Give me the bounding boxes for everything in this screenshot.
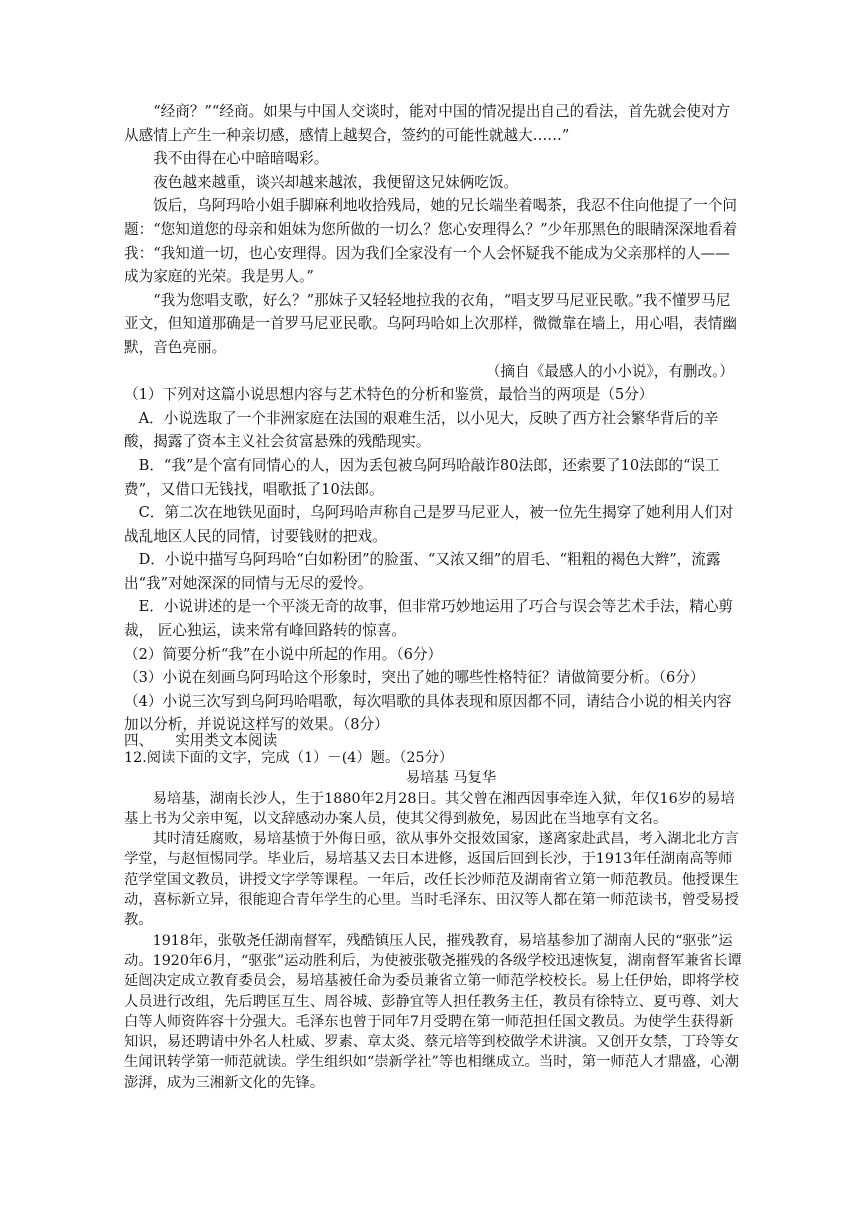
option-b: B．“我”是个富有同情心的人，因为丢包被乌阿玛哈敲诈80法郎，还索要了10法郎的“误工费”，又借口无钱找，唱歌抵了10法郎。 [124,456,720,498]
novel-paragraph: 饭后，乌阿玛哈小姐手脚麻利地收拾残局，她的兄长端坐着喝茶，我忍不住向他提了一个问题：“您知道您的母亲和姐妹为您所做的一切么？您心安理得么？”少年那黑色的眼睛深深地看着我：“我知道一切，也心安理得。因为我们全家没有一个人会怀疑我不能成为父亲那样的人——成为家庭的光荣。我是男人。” [124,197,738,286]
article-paragraph: 易培基，湖南长沙人，生于1880年2月28日。其父曾在湘西因事牵连入狱，年仅16岁的易培基上书为父亲申冤，以文辞感动办案人员，使其父得到赦免，易因此在当地享有文名。 [124,790,735,827]
article-paragraph: 1918年，张敬尧任湖南督军，残酷镇压人民，摧残教育，易培基参加了湖南人民的“驱张”运动。1920年6月，“驱张”运动胜利后，为使被张敬尧摧残的各级学校迅速恢复，湖南督军兼省长谭延闿决定成立教育委员会，易培基被任命为委员兼省立第一师范学校校长。易上任伊始，即将学校人员进行改组，先后聘匡互生、周谷城、彭静宜等人担任教务主任，教员有徐特立、夏丏尊、刘大白等人师资阵容十分强大。毛泽东也曾于同年7月受聘在第一师范担任国文教员。为使学生获得新知识，易还聘请中外名人杜威、罗素、章太炎、蔡元培等到校做学术讲演。又创开女禁，丁玲等女生闻讯转学第一师范就读。学生组织如“崇新学社”等也相继成立。当时，第一师范人才鼎盛，心潮澎湃，成为三湘新文化的先锋。 [124,932,742,1091]
question-3: （3）小说在刻画乌阿玛哈这个形象时，突出了她的哪些性格特征？请做简要分析。（6分） [124,669,705,687]
question-4: （4）小说三次写到乌阿玛哈唱歌，每次唱歌的具体表现和原因都不同，请结合小说的相关内容加以分析，并说说这样写的效果。（8分） [124,692,732,734]
question-2: （2）简要分析“我”在小说中所起的作用。（6分） [124,645,443,663]
novel-paragraph: “经商？”“经商。如果与中国人交谈时，能对中国的情况提出自己的看法，首先就会使对方从感情上产生一种亲切感，感情上越契合，签约的可能性就越大……” [124,103,731,144]
question-12-prompt: 12.阅读下面的文字，完成（1）－(4）题。（25分） [124,750,454,766]
novel-paragraph: “我为您唱支歌，好么？”那妹子又轻轻地拉我的衣角，“唱支罗马尼亚民歌。”我不懂罗马尼亚文，但知道那确是一首罗马尼亚民歌。乌阿玛哈如上次那样，微微靠在墙上，用心唱，表情幽默，音色亮丽。 [124,291,737,356]
novel-paragraph: 夜色越来越重，谈兴却越来越浓，我便留这兄妹俩吃饭。 [153,173,519,191]
option-a: A．小说选取了一个非洲家庭在法国的艰难生活，以小见大，反映了西方社会繁华背后的辛酸，揭露了资本主义社会贫富悬殊的残酷现实。 [124,409,719,451]
option-c: C．第二次在地铁见面时，乌阿玛哈声称自己是罗马尼亚人，被一位先生揭穿了她利用人们对战乱地区人民的同情，讨要钱财的把戏。 [124,504,734,545]
novel-excerpt [124,100,744,737]
option-d: D．小说中描写乌阿玛哈“白如粉团”的脸蛋、“又浓又细”的眉毛、“粗粗的褐色大辫”，流露出“我”对她深深的同情与无尽的爱怜。 [124,551,721,592]
source-note: （摘自《最感人的小小说》，有删改。） [485,362,734,380]
option-e: E．小说讲述的是一个平淡无奇的故事，但非常巧妙地运用了巧合与误会等艺术手法，精心剪裁， 匠心独运，读来常有峰回路转的惊喜。 [124,598,734,640]
article-paragraph: 其时清廷腐败，易培基愤于外侮日亟，欲从事外交报效国家，遂离家赴武昌，考入湖北北方言学堂，与赵恒惕同学。毕业后，易培基又去日本进修，返国后回到长沙，于1913年任湖南高等师范学堂国文教员，讲授文字学等课程。一年后，改任长沙师范及湖南省立第一师范教员。他授课生动，喜标新立异，很能迎合青年学生的心里。当时毛泽东、田汉等人都在第一师范读书，曾受易授教。 [124,831,739,929]
section-4-heading: 四、 实用类文本阅读 [124,732,278,749]
article-title: 易培基 马复华 [405,770,497,787]
practical-text [124,748,744,1093]
question-1: （1）下列对这篇小说思想内容与艺术特色的分析和鉴赏，最恰当的两项是（5分） [124,386,654,404]
novel-paragraph: 我不由得在心中暗暗喝彩。 [153,150,329,168]
